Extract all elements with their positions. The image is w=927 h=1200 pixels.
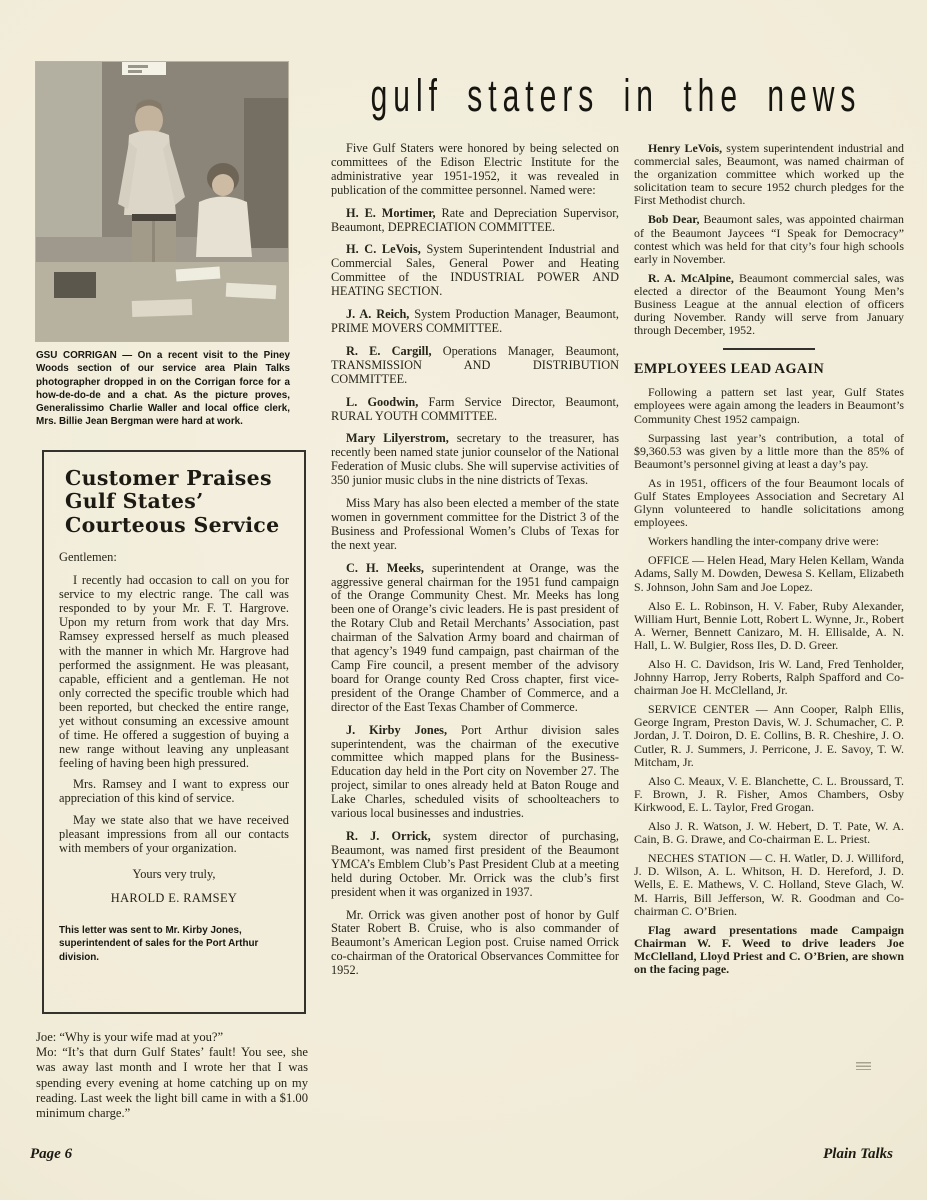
news-item <box>331 207 619 235</box>
news-item-lead: Henry LeVois, <box>648 141 723 155</box>
photo-caption: GSU CORRIGAN — On a recent visit to the Piney Woods section of our service area Plain Talks photographer dropped in on the Corrigan force for a how-de-do-de and a chat. As the picture proves, Generalissimo Charlie Waller and local office clerk, Mrs. Billie Jean Bergman were hard at work. <box>36 350 290 428</box>
news-item-text: Rate and Depreciation Supervisor, Beaumont, DEPRECIATION COMMITTEE. <box>331 205 619 234</box>
news-item-lead: H. C. LeVois, <box>346 242 421 257</box>
intro-paragraph <box>331 142 619 198</box>
chest-text: Also J. R. Watson, J. W. Hebert, D. T. Pate, W. A. Cain, B. G. Drawe, and Co-chairman E. L. Priest. <box>634 819 904 847</box>
chest-paragraph <box>634 775 904 814</box>
letter-box <box>42 450 306 1014</box>
letter-title-line2: Gulf States’ <box>65 489 204 514</box>
chest-paragraph <box>634 852 904 917</box>
chest-text: Following a pattern set last year, Gulf States employees were again among the leaders in Beaumont’s Community Chest 1952 campaign. <box>634 385 904 426</box>
news-item-lead: L. Goodwin, <box>346 394 419 409</box>
news-item-text: Beaumont commercial sales, was elected a director of the Beaumont Young Men’s Business League at the annual election of officers during November. Randy will serve from January through December, 1952. <box>634 270 904 338</box>
news-item-lead: J. Kirby Jones, <box>346 722 448 737</box>
chest-paragraph <box>634 535 904 548</box>
chest-text: SERVICE CENTER — Ann Cooper, Ralph Ellis, George Ingram, Preston Davis, W. J. Schumacher, C. P. Jordan, J. T. Doiron, D. E. Collins, B. R. Cheshire, J. O. Cutler, R. J. Summers, J. Perricone, J. E. Savoy, T. W. Mitcham, Jr. <box>634 702 904 769</box>
chest-text: OFFICE — Helen Head, Mary Helen Kellam, Wanda Adams, Sally M. Dowden, Dewesa S. Kellam, Elizabeth S. Johnson, John Sam and Joe Lopez. <box>634 553 904 594</box>
letter-title-line3: Courteous Service <box>65 512 280 537</box>
chest-text: Also E. L. Robinson, H. V. Faber, Ruby Alexander, William Hurt, Bennie Lott, Robert L. Wynne, Jr., Robert A. Werner, Bennett Canizaro, M. H. Ellisalde, A. N. Hall, L. W. Bulgier, Ross Iles, D. D. Greer. <box>634 598 904 652</box>
chest-paragraph <box>634 386 904 425</box>
letter-signature: HAROLD E. RAMSEY <box>110 890 238 905</box>
chest-text: Surpassing last year’s contribution, a total of $9,360.53 was given by a little more than the 85% of Beaumont’s personnel giving at least a day’s pay. <box>634 430 904 471</box>
letter-paragraph: May we state also that we have received pleasant impressions from all our contacts with members of your organization. <box>59 812 289 855</box>
intro-text: Five Gulf Staters were honored by being selected on committees of the Edison Electric Institute for the administrative year 1951-1952, it was revealed in publication of the committee personnel. Named were: <box>331 141 619 197</box>
letter-editor-note: This letter was sent to Mr. Kirby Jones, superintendent of sales for the Port Arthur division. <box>59 924 259 963</box>
news-item <box>634 213 904 265</box>
joke-line: Mo: “It’s that durn Gulf States’ fault! You see, she was away last month and I wrote her that I was spending every evening at home catching up on my reading. Last week the light bill came in with a $1.00 minimum charge.” <box>36 1045 308 1121</box>
chest-text: Workers handling the inter-company drive were: <box>648 534 879 549</box>
news-item-lead: J. A. Reich, <box>346 307 410 322</box>
news-item-text: Mr. Orrick was given another post of honor by Gulf Stater Robert B. Cruise, who is also commander of Beaumont’s American Legion post. Cruise named Orrick co-chairman of the Oratorical Observances Committee for 1952. <box>331 907 619 978</box>
photo-illustration <box>36 62 288 341</box>
letter-salutation: Gentlemen: <box>59 550 117 565</box>
news-item-text: superintendent at Orange, was the aggressive general chairman for the 1951 fund campaign of the Orange Community Chest. Mr. Meeks has long been one of Orange’s civic leaders. He is past president of the Rotary Club and Retail Merchants’ Association, past chairman of the Salvation Army board and chairman of that agency’s 1949 fund campaign, past chairman of the Camp Fire council, a present member of the advisory board for Orange county Red Cross chapter, first vice-president of the Orange Chamber of Commerce, and a director of the East Texas Chamber of Commerce. <box>331 560 619 714</box>
news-item <box>634 272 904 337</box>
letter-title <box>65 467 289 537</box>
letter-paragraph: I recently had occasion to call on you for service to my electric range. The call was responded to by your Mr. F. T. Hargrove. Upon my return from work that day Mrs. Ramsey expressed herself as much pleased with the manner in which Mr. Hargrove had performed the assignment. He was pleasant, capable, efficient and a gentleman. He not only corrected the specific trouble which had been reported, but checked the entire range, yet without consuming an excessive amount of time. He offered a suggestion of buying a new range without leaving any unpleasant feeling of having been high pressured. <box>59 573 289 771</box>
news-item <box>634 142 904 207</box>
news-item-lead: R. A. McAlpine, <box>648 270 734 285</box>
letter-closing: Yours very truly, <box>132 866 216 881</box>
article-photo <box>36 62 288 341</box>
news-item-text: System Production Manager, Beaumont, PRIME MOVERS COMMITTEE. <box>331 307 619 335</box>
chest-text: As in 1951, officers of the four Beaumont locals of Gulf States Employees Association and Secretary Al Glynn volunteered to handle solicitations among employees. <box>634 475 904 530</box>
news-item <box>331 308 619 336</box>
section-heading: EMPLOYEES LEAD AGAIN <box>634 361 825 378</box>
chest-paragraph <box>634 924 904 976</box>
news-item-lead: Bob Dear, <box>648 212 700 227</box>
news-item <box>331 562 619 715</box>
news-item-text: Miss Mary has also been elected a member of the state women in government committee for the District 3 of the Business and Professional Women’s Clubs of Texas for the next year. <box>331 496 619 552</box>
chest-paragraph <box>634 820 904 846</box>
news-item <box>331 909 619 979</box>
news-item <box>331 396 619 424</box>
news-item-lead: C. H. Meeks, <box>346 560 424 575</box>
chest-lead: Flag award presentations made Campaign Chairman W. F. Weed to drive leaders Joe McClelland, Lloyd Priest and C. O’Brien, are shown on the facing page. <box>634 922 904 976</box>
sticker <box>122 62 166 75</box>
news-item-lead: R. E. Cargill, <box>346 343 432 358</box>
page-number: Page 6 <box>30 1146 73 1162</box>
news-item-text: system director of purchasing, Beaumont, was named first president of the Beaumont YMCA’s Emblem Club’s Past President Club at a meeting held during October. Mr. Orrick was the club’s first president when it was organized in 1937. <box>331 828 619 899</box>
chest-paragraph <box>634 658 904 697</box>
chest-paragraph <box>634 477 904 529</box>
news-item-text: Port Arthur division sales superintendent, was the chairman of the executive committee which mapped plans for the Business-Education day held in the Port city on November 27. The project, similar to ones already held at Baton Rouge and Lake Charles, scheduled visits of schoolteachers to various local businesses and industries. <box>331 722 619 821</box>
chest-text: NECHES STATION — C. H. Watler, D. J. Williford, J. D. Wilson, A. L. Whitson, H. D. Hereford, J. D. Wells, E. E. Mathews, V. C. Holland, Steve Glach, W. M. Harris, Bill Jefferson, W. R. Goodman and Co-chairman C. O’Brien. <box>634 851 904 918</box>
scan-smudge <box>856 1062 871 1070</box>
letter-paragraph: Mrs. Ramsey and I want to express our appreciation of this kind of service. <box>59 777 289 806</box>
page-title: gulf staters in the news <box>370 72 862 122</box>
news-item <box>331 243 619 299</box>
news-item <box>331 497 619 553</box>
column-middle <box>331 142 619 987</box>
news-item <box>331 432 619 488</box>
joke-filler <box>36 1030 308 1121</box>
news-item <box>331 345 619 387</box>
news-item <box>331 830 619 900</box>
news-item-lead: H. E. Mortimer, <box>346 205 436 220</box>
chest-paragraph <box>634 432 904 471</box>
section-divider <box>723 348 815 350</box>
news-item-text: system superintendent industrial and commercial sales, Beaumont, was named chairman of the organization committee which worked up the solicitation team to secure 1952 church pledges for the First Methodist church. <box>634 141 904 208</box>
publication-name: Plain Talks <box>823 1146 893 1162</box>
news-item-text: System Superintendent Industrial and Commercial Sales, General Power and Heating Committee of the INDUSTRIAL POWER AND HEATING SECTION. <box>331 242 620 299</box>
letter-title-line1: Customer Praises <box>65 466 272 490</box>
news-item-text: Operations Manager, Beaumont, TRANSMISSION AND DISTRIBUTION COMMITTEE. <box>331 343 620 386</box>
chest-text: Also C. Meaux, V. E. Blanchette, C. L. Broussard, T. F. Brown, J. R. Fisher, Amos Chambers, Osby Kirkwood, E. L. Taylor, Fred Grogan. <box>634 773 904 814</box>
news-item-text: Farm Service Director, Beaumont, RURAL YOUTH COMMITTEE. <box>331 394 620 423</box>
news-item-text: secretary to the treasurer, has recently been named state junior counselor of the National Federation of Music clubs. She will supervise activities of 350 junior music clubs in the nine districts of Texas. <box>331 431 619 488</box>
news-item-text: Beaumont sales, was appointed chairman of the Beaumont Jaycees “I Speak for Democracy” contest which was held for that city’s four high schools early in November. <box>634 212 904 266</box>
news-item <box>331 724 619 821</box>
chest-paragraph <box>634 554 904 593</box>
news-item-lead: R. J. Orrick, <box>346 828 431 843</box>
chest-paragraph <box>634 600 904 652</box>
chest-paragraph <box>634 703 904 768</box>
joke-line: Joe: “Why is your wife mad at you?” <box>36 1030 224 1044</box>
news-item-lead: Mary Lilyerstrom, <box>346 431 449 446</box>
chest-text: Also H. C. Davidson, Iris W. Land, Fred Tenholder, Johnny Harrop, Jerry Roberts, Ralph Spafford and Co-chairman Joe H. McClelland, Jr. <box>634 657 904 698</box>
column-right <box>634 142 904 982</box>
